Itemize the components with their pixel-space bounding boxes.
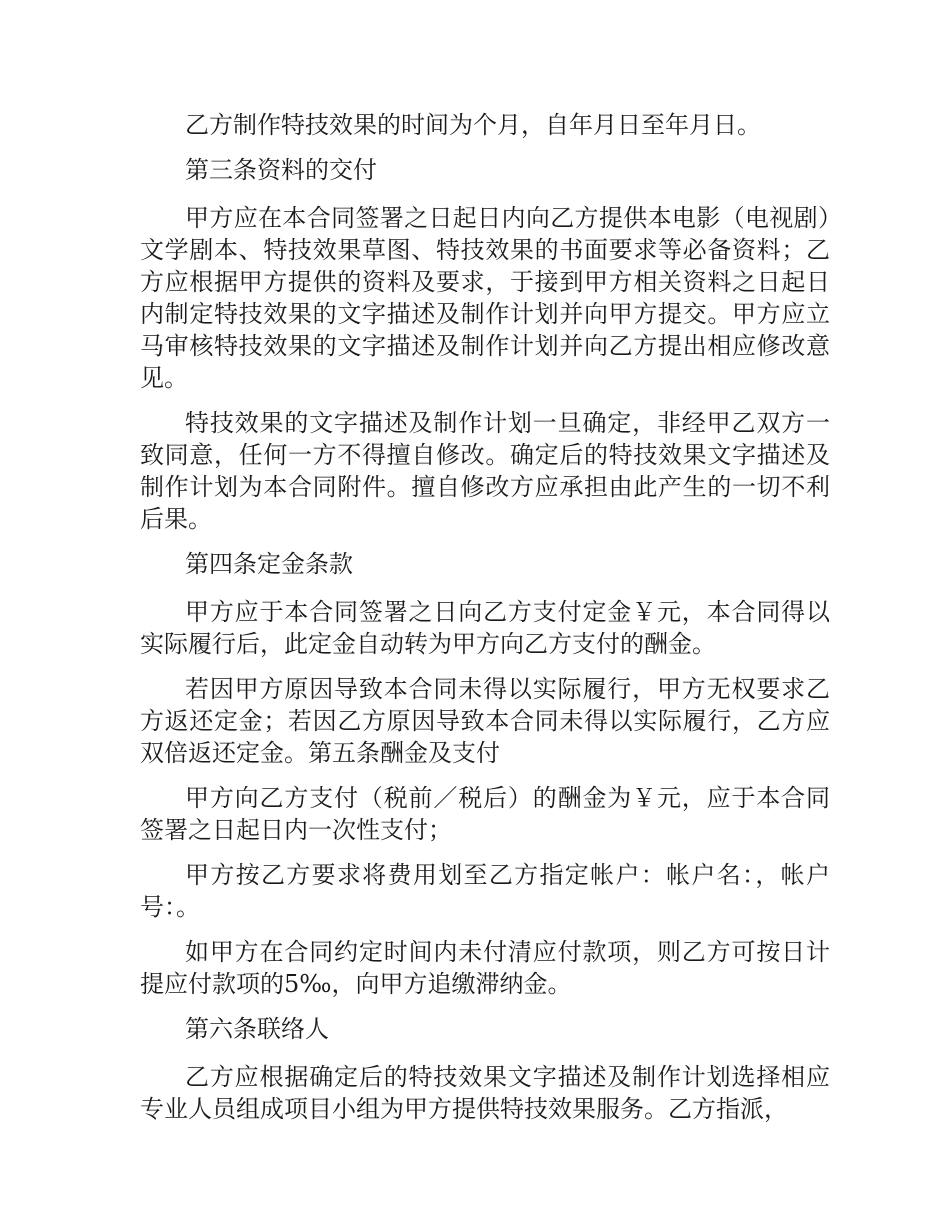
paragraph-material-delivery: 甲方应在本合同签署之日起日内向乙方提供本电影（电视剧）文学剧本、特技效果草图、特技效果的书面要求等必备资料；乙方应根据甲方提供的资料及要求，于接到甲方相关资料之日起日内制定特技效果的文字描述及制作计划并向甲方提交。甲方应立马审核特技效果的文字描述及制作计划并向乙方提出相应修改意见。	[140, 204, 830, 392]
paragraph-late-fee: 如甲方在合同约定时间内未付清应付款项，则乙方可按日计提应付款项的5‰，向甲方追缴滞纳金。	[140, 938, 830, 998]
paragraph-contact-person: 乙方应根据确定后的特技效果文字描述及制作计划选择相应专业人员组成项目小组为甲方提供特技效果服务。乙方指派，	[140, 1063, 830, 1123]
document-page	[140, 109, 830, 1138]
paragraph-production-period: 乙方制作特技效果的时间为个月，自年月日至年月日。	[185, 111, 761, 139]
paragraph-deposit: 甲方应于本合同签署之日向乙方支付定金￥元，本合同得以实际履行后，此定金自动转为甲方向乙方支付的酬金。	[140, 598, 830, 658]
paragraph-bank-account: 甲方按乙方要求将费用划至乙方指定帐户：帐户名：，帐户号：。	[140, 861, 830, 921]
heading-article-6: 第六条联络人	[185, 1015, 329, 1043]
paragraph-remuneration: 甲方向乙方支付（税前／税后）的酬金为￥元，应于本合同签署之日起日内一次性支付；	[140, 784, 830, 844]
paragraph-deposit-breach: 若因甲方原因导致本合同未得以实际履行，甲方无权要求乙方返还定金；若因乙方原因导致本合同未得以实际履行，乙方应双倍返还定金。第五条酬金及支付	[140, 675, 830, 767]
heading-article-4: 第四条定金条款	[185, 550, 353, 578]
heading-article-3: 第三条资料的交付	[185, 156, 377, 184]
paragraph-plan-confirmation: 特技效果的文字描述及制作计划一旦确定，非经甲乙双方一致同意，任何一方不得擅自修改。确定后的特技效果文字描述及制作计划为本合同附件。擅自修改方应承担由此产生的一切不利后果。	[140, 409, 830, 533]
